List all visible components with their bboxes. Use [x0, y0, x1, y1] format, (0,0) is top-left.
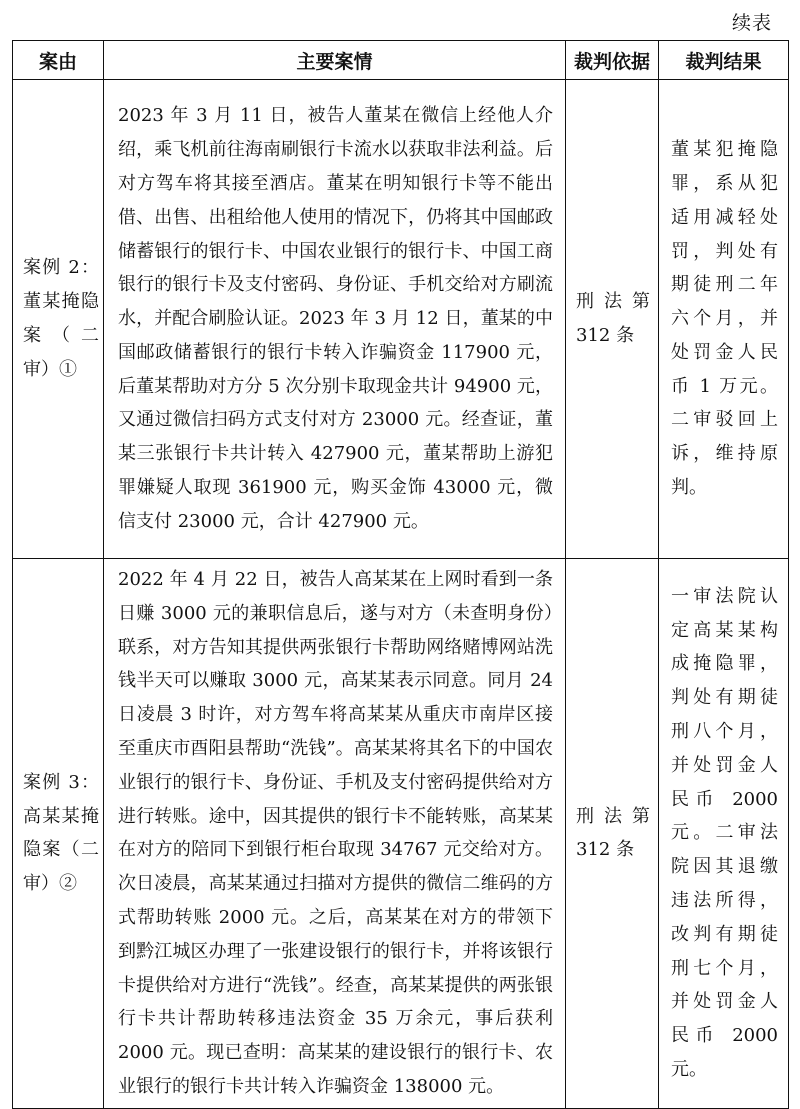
case-facts-cell — [104, 80, 566, 559]
judgment-result: 董某犯掩隐罪，系从犯适用减轻处罚，判处有期徒刑二年六个月，并处罚金人民币 1 万元。二审驳回上诉，维持原判。 — [671, 139, 778, 499]
legal-basis-cell — [566, 80, 659, 559]
header-case: 案由 — [13, 41, 104, 80]
case-facts: 2022 年 4 月 22 日，被告人高某某在上网时看到一条日赚 3000 元的兼职信息后，遂与对方（未查明身份）联系，对方告知其提供两张银行卡帮助网络赌博网站洗钱半天可以赚取 3000 元，高某某表示同意。同月 24 日凌晨 3 时许，对方驾车将高某某从重庆市南岸区接至重庆市酉阳县帮助“洗钱”。高某某将其名下的中国农业银行的银行卡、身份证、手机及支付密码提供给对方进行转账。途中，因其提供的银行卡不能转账，高某某在对方的陪同下到银行柜台取现 34767 元交给对方。次日凌晨，高某某通过扫描对方提供的微信二维码的方式帮助转账 2000 元。之后，高某某在对方的带领下到黔江城区办理了一张建设银行的银行卡，并将该银行卡提供给对方进行“洗钱”。经查，高某某提供的两张银行卡共计帮助转移违法资金 35 万余元，事后获利 2000 元。现已查明：高某某的建设银行的银行卡、农业银行的银行卡共计转入诈骗资金 138000 元。 — [118, 569, 553, 1097]
header-result: 裁判结果 — [659, 41, 789, 80]
legal-basis: 刑法第 312 条 — [576, 805, 650, 861]
table-row — [13, 80, 789, 559]
case-name: 案例 2：董某掩隐案（二审）① — [23, 257, 99, 380]
header-facts: 主要案情 — [104, 41, 566, 80]
case-facts-cell — [104, 559, 566, 1109]
judgment-result-cell — [659, 80, 789, 559]
table-row — [13, 559, 789, 1109]
case-name: 案例 3：高某某掩隐案（二审）② — [23, 771, 99, 895]
case-name-cell — [13, 559, 104, 1109]
legal-basis-cell — [566, 559, 659, 1109]
table-header-row — [13, 41, 789, 80]
header-basis: 裁判依据 — [566, 41, 659, 80]
judgment-result: 一审法院认定高某某构成掩隐罪，判处有期徒刑八个月，并处罚金人民币 2000 元。二审法院因其退缴违法所得，改判有期徒刑七个月，并处罚金人民币 2000 元。 — [671, 585, 778, 1081]
case-table — [12, 40, 789, 1109]
judgment-result-cell — [659, 559, 789, 1109]
legal-basis: 刑法第 312 条 — [576, 291, 650, 346]
continued-label: 续表 — [731, 12, 772, 34]
case-name-cell — [13, 80, 104, 559]
case-facts: 2023 年 3 月 11 日，被告人董某在微信上经他人介绍，乘飞机前往海南刷银行卡流水以获取非法利益。后对方驾车将其接至酒店。董某在明知银行卡等不能出借、出售、出租给他人使用的情况下，仍将其中国邮政储蓄银行的银行卡、中国农业银行的银行卡、中国工商银行的银行卡及支付密码、身份证、手机交给对方刷流水，并配合刷脸认证。2023 年 3 月 12 日，董某的中国邮政储蓄银行的银行卡转入诈骗资金 117900 元，后董某帮助对方分 5 次分别卡取现金共计 94900 元，又通过微信扫码方式支付对方 23000 元。经查证，董某三张银行卡共计转入 427900 元，董某帮助上游犯罪嫌疑人取现 361900 元，购买金饰 43000 元，微信支付 23000 元，合计 427900 元。 — [118, 105, 553, 532]
